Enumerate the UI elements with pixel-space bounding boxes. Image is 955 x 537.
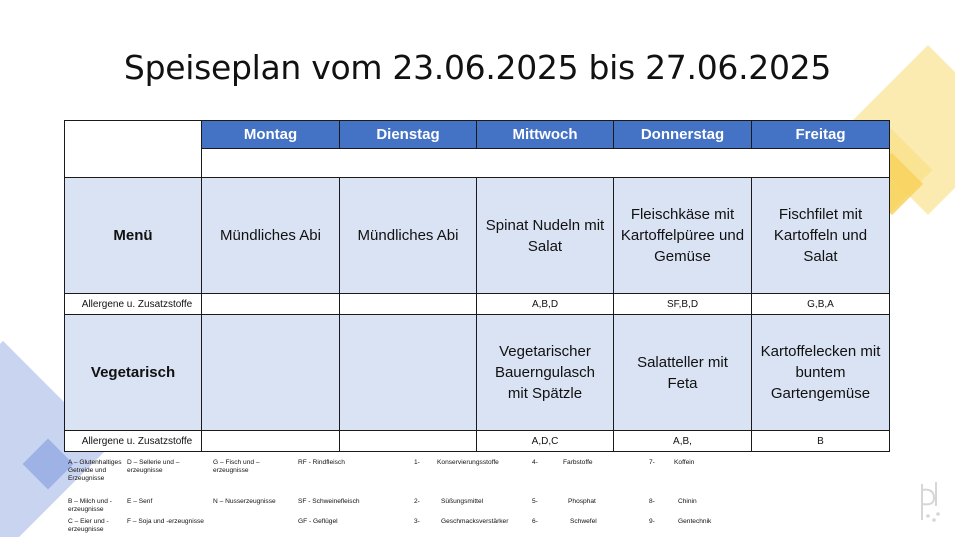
legend-item: Schwefel xyxy=(570,518,597,525)
legend-item: GF - Geflügel xyxy=(298,518,338,525)
legend-item: Chinin xyxy=(678,498,697,505)
day-header: Dienstag xyxy=(340,121,477,149)
veg-cell: Kartoffelecken mit buntem Gartengemüse xyxy=(752,315,890,431)
veg-cell: Vegetarischer Bauerngulasch mit Spätzle xyxy=(477,315,614,431)
day-header: Donnerstag xyxy=(614,121,752,149)
allergen-cell: A,B,D xyxy=(477,294,614,315)
legend-item: D – Sellerie und –erzeugnisse xyxy=(127,459,180,474)
row-label-veg: Vegetarisch xyxy=(65,315,202,431)
menu-cell: Mündliches Abi xyxy=(340,178,477,294)
legend-item: Phosphat xyxy=(568,498,596,505)
legend-item: G – Fisch und –erzeugnisse xyxy=(213,459,260,474)
legend-item: C – Eier und -erzeugnisse xyxy=(68,518,109,533)
allergen-cell: A,B, xyxy=(614,431,752,452)
logo-mark-icon xyxy=(914,480,944,526)
day-header: Montag xyxy=(202,121,340,149)
allergen-cell: G,B,A xyxy=(752,294,890,315)
allergen-cell: B xyxy=(752,431,890,452)
legend-item: Geschmacksverstärker xyxy=(441,518,509,525)
school-logo-icon xyxy=(914,480,944,526)
allergen-label: Allergene u. Zusatzstoffe xyxy=(65,431,202,452)
menu-cell: Fischfilet mit Kartoffeln und Salat xyxy=(752,178,890,294)
legend-number: 3- xyxy=(414,518,420,525)
legend-item: Konservierungsstoffe xyxy=(437,459,499,466)
legend-item: SF - Schweinefleisch xyxy=(298,498,360,505)
legend-item: E – Senf xyxy=(127,498,153,505)
allergen-cell: SF,B,D xyxy=(614,294,752,315)
legend-item: Gentechnik xyxy=(678,518,712,525)
legend-item: A – Glutenhaltiges Getreide und Erzeugnisse xyxy=(68,459,122,482)
legend-number: 1- xyxy=(414,459,420,466)
legend-item: B – Milch und -erzeugnisse xyxy=(68,498,112,513)
legend-item: Farbstoffe xyxy=(563,459,593,466)
legend-number: 2- xyxy=(414,498,420,505)
veg-cell: Salatteller mit Feta xyxy=(614,315,752,431)
page-title: Speiseplan vom 23.06.2025 bis 27.06.2025 xyxy=(123,48,832,87)
legend-number: 8- xyxy=(649,498,655,505)
allergen-cell: A,D,C xyxy=(477,431,614,452)
legend-item: N – Nusserzeugnisse xyxy=(213,498,276,505)
legend-item: Koffein xyxy=(674,459,695,466)
row-label-menu: Menü xyxy=(65,178,202,294)
legend-number: 9- xyxy=(649,518,655,525)
allergen-label: Allergene u. Zusatzstoffe xyxy=(65,294,202,315)
legend-number: 6- xyxy=(532,518,538,525)
menu-cell: Fleischkäse mit Kartoffelpüree und Gemüse xyxy=(614,178,752,294)
menu-cell: Spinat Nudeln mit Salat xyxy=(477,178,614,294)
day-header: Mittwoch xyxy=(477,121,614,149)
legend-number: 5- xyxy=(532,498,538,505)
menu-cell: Mündliches Abi xyxy=(202,178,340,294)
legend-item: F – Soja und -erzeugnisse xyxy=(127,518,204,525)
legend-number: 7- xyxy=(649,459,655,466)
legend-item: RF - Rindfleisch xyxy=(298,459,345,466)
legend-item: Süßungsmittel xyxy=(441,498,484,505)
day-header: Freitag xyxy=(752,121,890,149)
legend-number: 4- xyxy=(532,459,538,466)
